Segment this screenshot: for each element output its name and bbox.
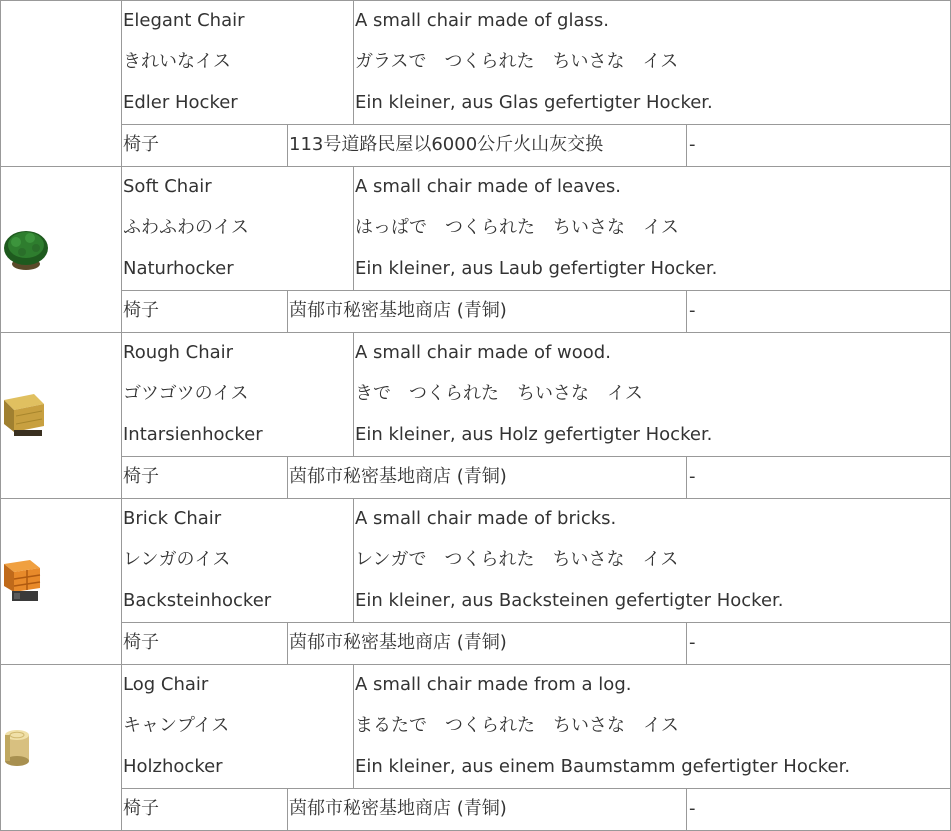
item-name-de: Intarsienhocker — [123, 424, 263, 445]
column-divider — [287, 124, 288, 166]
item-desc-ja: まるたで つくられた ちいさな イス — [355, 715, 679, 736]
item-name-ja: レンガのイス — [123, 549, 231, 570]
item-note: - — [689, 632, 696, 653]
item-desc-de: Ein kleiner, aus Holz gefertigter Hocker. — [355, 424, 713, 445]
wood-chair-icon — [2, 392, 46, 438]
row-divider — [0, 498, 951, 499]
item-name-ja: ふわふわのイス — [123, 217, 249, 238]
item-category: 椅子 — [123, 300, 159, 321]
item-source: 113号道路民屋以6000公斤火山灰交换 — [289, 134, 604, 155]
item-desc-en: A small chair made of glass. — [355, 10, 609, 31]
column-divider — [121, 0, 122, 831]
item-desc-de: Ein kleiner, aus Laub gefertigter Hocker. — [355, 258, 718, 279]
column-divider — [353, 664, 354, 788]
sub-row-divider — [121, 622, 951, 623]
item-name-ja: キャンプイス — [123, 715, 230, 736]
column-divider — [353, 0, 354, 124]
log-chair-icon — [2, 728, 32, 768]
item-name-en: Elegant Chair — [123, 10, 245, 31]
column-divider — [686, 456, 687, 498]
item-desc-ja: きで つくられた ちいさな イス — [355, 383, 643, 404]
row-divider — [0, 332, 951, 333]
column-divider — [686, 622, 687, 664]
column-divider — [287, 456, 288, 498]
item-name-de: Backsteinhocker — [123, 590, 272, 611]
column-divider — [686, 788, 687, 830]
column-divider — [287, 788, 288, 830]
table-border-top — [0, 0, 951, 1]
column-divider — [686, 124, 687, 166]
item-name-en: Rough Chair — [123, 342, 234, 363]
column-divider — [353, 332, 354, 456]
item-desc-en: A small chair made from a log. — [355, 674, 632, 695]
item-name-ja: ゴツゴツのイス — [123, 383, 249, 404]
item-desc-ja: レンガで つくられた ちいさな イス — [355, 549, 679, 570]
item-category: 椅子 — [123, 632, 159, 653]
item-note: - — [689, 798, 696, 819]
item-desc-ja: はっぱで つくられた ちいさな イス — [355, 217, 679, 238]
row-divider — [0, 664, 951, 665]
sub-row-divider — [121, 290, 951, 291]
item-source: 茵郁市秘密基地商店 (青铜) — [289, 466, 507, 487]
item-source: 茵郁市秘密基地商店 (青铜) — [289, 300, 507, 321]
item-category: 椅子 — [123, 134, 159, 155]
item-name-en: Log Chair — [123, 674, 209, 695]
item-name-en: Brick Chair — [123, 508, 222, 529]
item-source: 茵郁市秘密基地商店 (青铜) — [289, 798, 507, 819]
item-desc-ja: ガラスで つくられた ちいさな イス — [355, 51, 679, 72]
item-desc-en: A small chair made of leaves. — [355, 176, 621, 197]
item-note: - — [689, 134, 696, 155]
item-desc-de: Ein kleiner, aus Glas gefertigter Hocker. — [355, 92, 713, 113]
sub-row-divider — [121, 788, 951, 789]
item-desc-de: Ein kleiner, aus einem Baumstamm gefertigter Hocker. — [355, 756, 851, 777]
item-source: 茵郁市秘密基地商店 (青铜) — [289, 632, 507, 653]
sub-row-divider — [121, 124, 951, 125]
column-divider — [686, 290, 687, 332]
brick-chair-icon — [2, 558, 42, 604]
column-divider — [287, 290, 288, 332]
table-border-left — [0, 0, 1, 831]
column-divider — [353, 166, 354, 290]
item-note: - — [689, 300, 696, 321]
item-category: 椅子 — [123, 798, 159, 819]
item-desc-en: A small chair made of bricks. — [355, 508, 617, 529]
item-desc-de: Ein kleiner, aus Backsteinen gefertigter Hocker. — [355, 590, 784, 611]
item-name-de: Naturhocker — [123, 258, 234, 279]
column-divider — [353, 498, 354, 622]
item-name-de: Holzhocker — [123, 756, 223, 777]
item-name-de: Edler Hocker — [123, 92, 238, 113]
row-divider — [0, 166, 951, 167]
item-category: 椅子 — [123, 466, 159, 487]
item-note: - — [689, 466, 696, 487]
column-divider — [287, 622, 288, 664]
item-name-en: Soft Chair — [123, 176, 212, 197]
leaf-chair-icon — [2, 226, 50, 272]
item-desc-en: A small chair made of wood. — [355, 342, 611, 363]
item-name-ja: きれいなイス — [123, 51, 231, 72]
sub-row-divider — [121, 456, 951, 457]
